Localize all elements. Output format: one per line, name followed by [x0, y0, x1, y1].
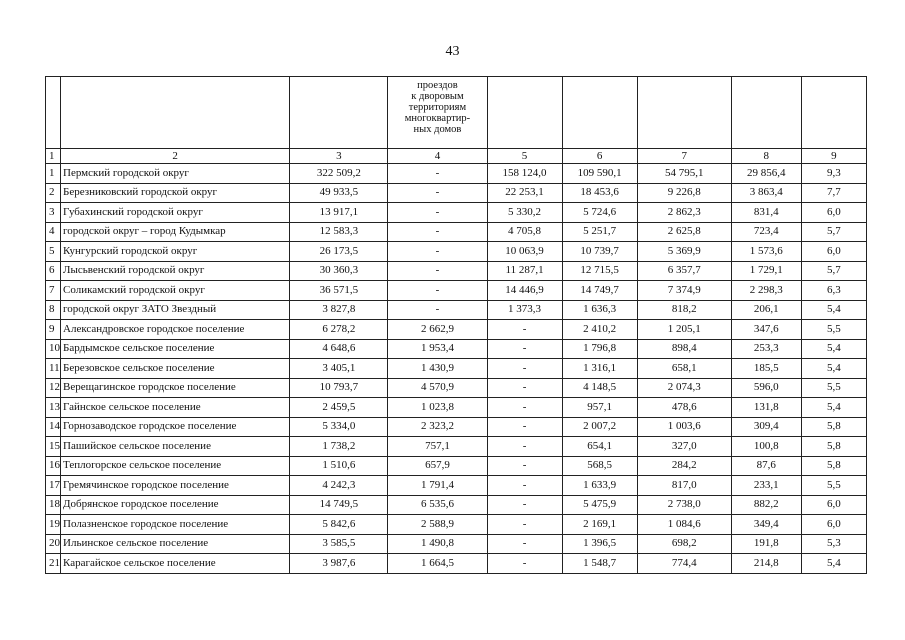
col4-value: 757,1: [388, 437, 487, 457]
col9-value: 5,5: [801, 320, 866, 340]
col4-value: 2 323,2: [388, 417, 487, 437]
header-cell: [290, 77, 388, 149]
row-number: 9: [46, 320, 61, 340]
col8-value: 87,6: [731, 456, 801, 476]
column-number-cell: 8: [731, 149, 801, 164]
municipality-name: Губахинский городской округ: [61, 203, 290, 223]
municipality-name: Березовское сельское поселение: [61, 359, 290, 379]
col7-value: 2 625,8: [637, 222, 731, 242]
row-number: 11: [46, 359, 61, 379]
col4-value: -: [388, 281, 487, 301]
col9-value: 6,0: [801, 203, 866, 223]
header-cell-text: [734, 77, 799, 80]
table-row: [46, 378, 867, 398]
col3-value: 49 933,5: [290, 183, 388, 203]
col8-value: 100,8: [731, 437, 801, 457]
col7-value: 54 795,1: [637, 164, 731, 184]
col8-value: 723,4: [731, 222, 801, 242]
col4-value: 1 791,4: [388, 476, 487, 496]
table-row: [46, 183, 867, 203]
col7-value: 1 084,6: [637, 515, 731, 535]
col7-value: 774,4: [637, 554, 731, 574]
table-row: [46, 339, 867, 359]
table-row: [46, 203, 867, 223]
column-number-cell: 2: [61, 149, 290, 164]
col3-value: 1 510,6: [290, 456, 388, 476]
col4-value: -: [388, 164, 487, 184]
col3-value: 10 793,7: [290, 378, 388, 398]
column-number-row: [46, 149, 867, 164]
row-number: 14: [46, 417, 61, 437]
col8-value: 596,0: [731, 378, 801, 398]
row-number: 8: [46, 300, 61, 320]
col5-value: -: [487, 554, 562, 574]
col3-value: 14 749,5: [290, 495, 388, 515]
header-cell: [562, 77, 637, 149]
col8-value: 185,5: [731, 359, 801, 379]
header-cell: [487, 77, 562, 149]
col7-value: 1 003,6: [637, 417, 731, 437]
col3-value: 4 242,3: [290, 476, 388, 496]
row-number: 10: [46, 339, 61, 359]
col4-value: 2 662,9: [388, 320, 487, 340]
col6-value: 1 796,8: [562, 339, 637, 359]
col8-value: 1 729,1: [731, 261, 801, 281]
col4-value: -: [388, 242, 487, 262]
col9-value: 6,3: [801, 281, 866, 301]
col3-value: 5 842,6: [290, 515, 388, 535]
col9-value: 6,0: [801, 495, 866, 515]
table-row: [46, 359, 867, 379]
table-row: [46, 495, 867, 515]
col3-value: 12 583,3: [290, 222, 388, 242]
header-cell-text: [48, 77, 58, 80]
column-number-cell: 5: [487, 149, 562, 164]
col6-value: 2 169,1: [562, 515, 637, 535]
col5-value: 22 253,1: [487, 183, 562, 203]
col7-value: 1 205,1: [637, 320, 731, 340]
page-number: 43: [445, 44, 460, 59]
col4-value: 1 023,8: [388, 398, 487, 418]
col9-value: 6,0: [801, 515, 866, 535]
col8-value: 131,8: [731, 398, 801, 418]
col8-value: 831,4: [731, 203, 801, 223]
col9-value: 9,3: [801, 164, 866, 184]
row-number: 21: [46, 554, 61, 574]
col7-value: 2 738,0: [637, 495, 731, 515]
column-number-cell: 7: [637, 149, 731, 164]
column-number-cell: 6: [562, 149, 637, 164]
col7-value: 284,2: [637, 456, 731, 476]
col5-value: -: [487, 320, 562, 340]
col6-value: 568,5: [562, 456, 637, 476]
table-row: [46, 164, 867, 184]
col3-value: 6 278,2: [290, 320, 388, 340]
col9-value: 5,4: [801, 359, 866, 379]
col3-value: 26 173,5: [290, 242, 388, 262]
row-number: 19: [46, 515, 61, 535]
col6-value: 14 749,7: [562, 281, 637, 301]
municipality-name: Теплогорское сельское поселение: [61, 456, 290, 476]
header-cell: [46, 77, 61, 149]
header-cell: [61, 77, 290, 149]
col4-value: 6 535,6: [388, 495, 487, 515]
col5-value: -: [487, 339, 562, 359]
municipality-name: Полазненское городское поселение: [61, 515, 290, 535]
row-number: 6: [46, 261, 61, 281]
header-cell: [801, 77, 866, 149]
col7-value: 658,1: [637, 359, 731, 379]
table-row: [46, 515, 867, 535]
col5-value: 10 063,9: [487, 242, 562, 262]
column-number-cell: 1: [46, 149, 61, 164]
col8-value: 206,1: [731, 300, 801, 320]
col3-value: 30 360,3: [290, 261, 388, 281]
table-row: [46, 417, 867, 437]
col4-value: 2 588,9: [388, 515, 487, 535]
table-row: [46, 554, 867, 574]
col3-value: 36 571,5: [290, 281, 388, 301]
col4-value: 1 953,4: [388, 339, 487, 359]
col7-value: 2 074,3: [637, 378, 731, 398]
col5-value: 11 287,1: [487, 261, 562, 281]
col9-value: 5,4: [801, 398, 866, 418]
col6-value: 18 453,6: [562, 183, 637, 203]
col5-value: -: [487, 495, 562, 515]
municipality-name: Лысьвенский городской округ: [61, 261, 290, 281]
municipality-name: Карагайское сельское поселение: [61, 554, 290, 574]
col5-value: 5 330,2: [487, 203, 562, 223]
table-row: [46, 222, 867, 242]
table-row: [46, 534, 867, 554]
header-cell-text: [292, 77, 385, 80]
municipality-name: городской округ – город Кудымкар: [61, 222, 290, 242]
col6-value: 109 590,1: [562, 164, 637, 184]
col6-value: 5 475,9: [562, 495, 637, 515]
col3-value: 3 405,1: [290, 359, 388, 379]
col5-value: -: [487, 515, 562, 535]
col8-value: 1 573,6: [731, 242, 801, 262]
col8-value: 2 298,3: [731, 281, 801, 301]
col9-value: 5,4: [801, 554, 866, 574]
table-row: [46, 437, 867, 457]
col9-value: 5,5: [801, 476, 866, 496]
col8-value: 233,1: [731, 476, 801, 496]
col6-value: 1 633,9: [562, 476, 637, 496]
municipality-name: Кунгурский городской округ: [61, 242, 290, 262]
col5-value: 1 373,3: [487, 300, 562, 320]
col4-value: -: [388, 203, 487, 223]
col4-value: 4 570,9: [388, 378, 487, 398]
table-row: [46, 320, 867, 340]
header-cell-text: [640, 77, 729, 80]
col5-value: -: [487, 417, 562, 437]
table-row: [46, 242, 867, 262]
col7-value: 898,4: [637, 339, 731, 359]
col6-value: 1 396,5: [562, 534, 637, 554]
col8-value: 3 863,4: [731, 183, 801, 203]
col7-value: 817,0: [637, 476, 731, 496]
col6-value: 1 636,3: [562, 300, 637, 320]
col9-value: 5,4: [801, 339, 866, 359]
row-number: 16: [46, 456, 61, 476]
col5-value: -: [487, 456, 562, 476]
col9-value: 6,0: [801, 242, 866, 262]
col8-value: 349,4: [731, 515, 801, 535]
col6-value: 10 739,7: [562, 242, 637, 262]
col4-value: 1 664,5: [388, 554, 487, 574]
col7-value: 2 862,3: [637, 203, 731, 223]
header-cell: [637, 77, 731, 149]
municipality-name: Пашийское сельское поселение: [61, 437, 290, 457]
municipality-name: Соликамский городской округ: [61, 281, 290, 301]
row-number: 18: [46, 495, 61, 515]
municipality-name: Ильинское сельское поселение: [61, 534, 290, 554]
col6-value: 957,1: [562, 398, 637, 418]
col7-value: 5 369,9: [637, 242, 731, 262]
municipality-name: городской округ ЗАТО Звездный: [61, 300, 290, 320]
col6-value: 4 148,5: [562, 378, 637, 398]
col6-value: 654,1: [562, 437, 637, 457]
col4-value: -: [388, 183, 487, 203]
col5-value: 158 124,0: [487, 164, 562, 184]
col8-value: 29 856,4: [731, 164, 801, 184]
col6-value: 12 715,5: [562, 261, 637, 281]
row-number: 7: [46, 281, 61, 301]
col8-value: 309,4: [731, 417, 801, 437]
row-number: 4: [46, 222, 61, 242]
col8-value: 253,3: [731, 339, 801, 359]
col6-value: 5 251,7: [562, 222, 637, 242]
col9-value: 5,5: [801, 378, 866, 398]
row-number: 2: [46, 183, 61, 203]
col5-value: -: [487, 378, 562, 398]
col5-value: -: [487, 359, 562, 379]
col6-value: 5 724,6: [562, 203, 637, 223]
municipality-name: Бардымское сельское поселение: [61, 339, 290, 359]
data-table: [45, 76, 867, 574]
col4-value: -: [388, 222, 487, 242]
col7-value: 818,2: [637, 300, 731, 320]
row-number: 20: [46, 534, 61, 554]
col5-value: -: [487, 476, 562, 496]
col4-value: -: [388, 300, 487, 320]
col3-value: 2 459,5: [290, 398, 388, 418]
col7-value: 9 226,8: [637, 183, 731, 203]
header-cell: [731, 77, 801, 149]
table-row: [46, 300, 867, 320]
col7-value: 698,2: [637, 534, 731, 554]
header-cell-text: [565, 77, 635, 80]
col9-value: 5,8: [801, 456, 866, 476]
col9-value: 5,8: [801, 417, 866, 437]
row-number: 1: [46, 164, 61, 184]
col4-value: -: [388, 261, 487, 281]
municipality-name: Верещагинское городское поселение: [61, 378, 290, 398]
col4-value: 1 490,8: [388, 534, 487, 554]
header-cell-text: [63, 77, 287, 80]
col4-value: 1 430,9: [388, 359, 487, 379]
header-cell-text: [804, 77, 864, 80]
row-number: 5: [46, 242, 61, 262]
col6-value: 1 548,7: [562, 554, 637, 574]
col3-value: 3 585,5: [290, 534, 388, 554]
col5-value: -: [487, 437, 562, 457]
column-number-cell: 4: [388, 149, 487, 164]
header-row: [46, 77, 867, 149]
col9-value: 5,7: [801, 261, 866, 281]
table-row: [46, 476, 867, 496]
col3-value: 4 648,6: [290, 339, 388, 359]
table-row: [46, 281, 867, 301]
row-number: 17: [46, 476, 61, 496]
municipality-name: Горнозаводское городское поселение: [61, 417, 290, 437]
col7-value: 6 357,7: [637, 261, 731, 281]
col7-value: 7 374,9: [637, 281, 731, 301]
col9-value: 5,3: [801, 534, 866, 554]
row-number: 12: [46, 378, 61, 398]
col8-value: 882,2: [731, 495, 801, 515]
table-row: [46, 456, 867, 476]
municipality-name: Березниковский городской округ: [61, 183, 290, 203]
table-row: [46, 261, 867, 281]
col7-value: 478,6: [637, 398, 731, 418]
table-row: [46, 398, 867, 418]
col6-value: 1 316,1: [562, 359, 637, 379]
col5-value: -: [487, 398, 562, 418]
column-number-cell: 3: [290, 149, 388, 164]
column-number-cell: 9: [801, 149, 866, 164]
col8-value: 214,8: [731, 554, 801, 574]
col5-value: 14 446,9: [487, 281, 562, 301]
col9-value: 5,4: [801, 300, 866, 320]
col9-value: 5,8: [801, 437, 866, 457]
row-number: 3: [46, 203, 61, 223]
row-number: 13: [46, 398, 61, 418]
municipality-name: Гайнское сельское поселение: [61, 398, 290, 418]
municipality-name: Добрянское городское поселение: [61, 495, 290, 515]
municipality-name: Пермский городской округ: [61, 164, 290, 184]
col3-value: 322 509,2: [290, 164, 388, 184]
header-cell: [388, 77, 487, 149]
header-cell-text: [490, 77, 560, 80]
col3-value: 3 827,8: [290, 300, 388, 320]
row-number: 15: [46, 437, 61, 457]
col3-value: 1 738,2: [290, 437, 388, 457]
col9-value: 7,7: [801, 183, 866, 203]
col7-value: 327,0: [637, 437, 731, 457]
municipality-name: Гремячинское городское поселение: [61, 476, 290, 496]
col8-value: 347,6: [731, 320, 801, 340]
col4-value: 657,9: [388, 456, 487, 476]
col5-value: 4 705,8: [487, 222, 562, 242]
col3-value: 3 987,6: [290, 554, 388, 574]
col6-value: 2 410,2: [562, 320, 637, 340]
col8-value: 191,8: [731, 534, 801, 554]
col6-value: 2 007,2: [562, 417, 637, 437]
col5-value: -: [487, 534, 562, 554]
col3-value: 13 917,1: [290, 203, 388, 223]
col9-value: 5,7: [801, 222, 866, 242]
municipality-name: Александровское городское поселение: [61, 320, 290, 340]
header-cell-text: проездов к дворовым территориям многоквартир- ных домов: [404, 80, 471, 136]
col3-value: 5 334,0: [290, 417, 388, 437]
